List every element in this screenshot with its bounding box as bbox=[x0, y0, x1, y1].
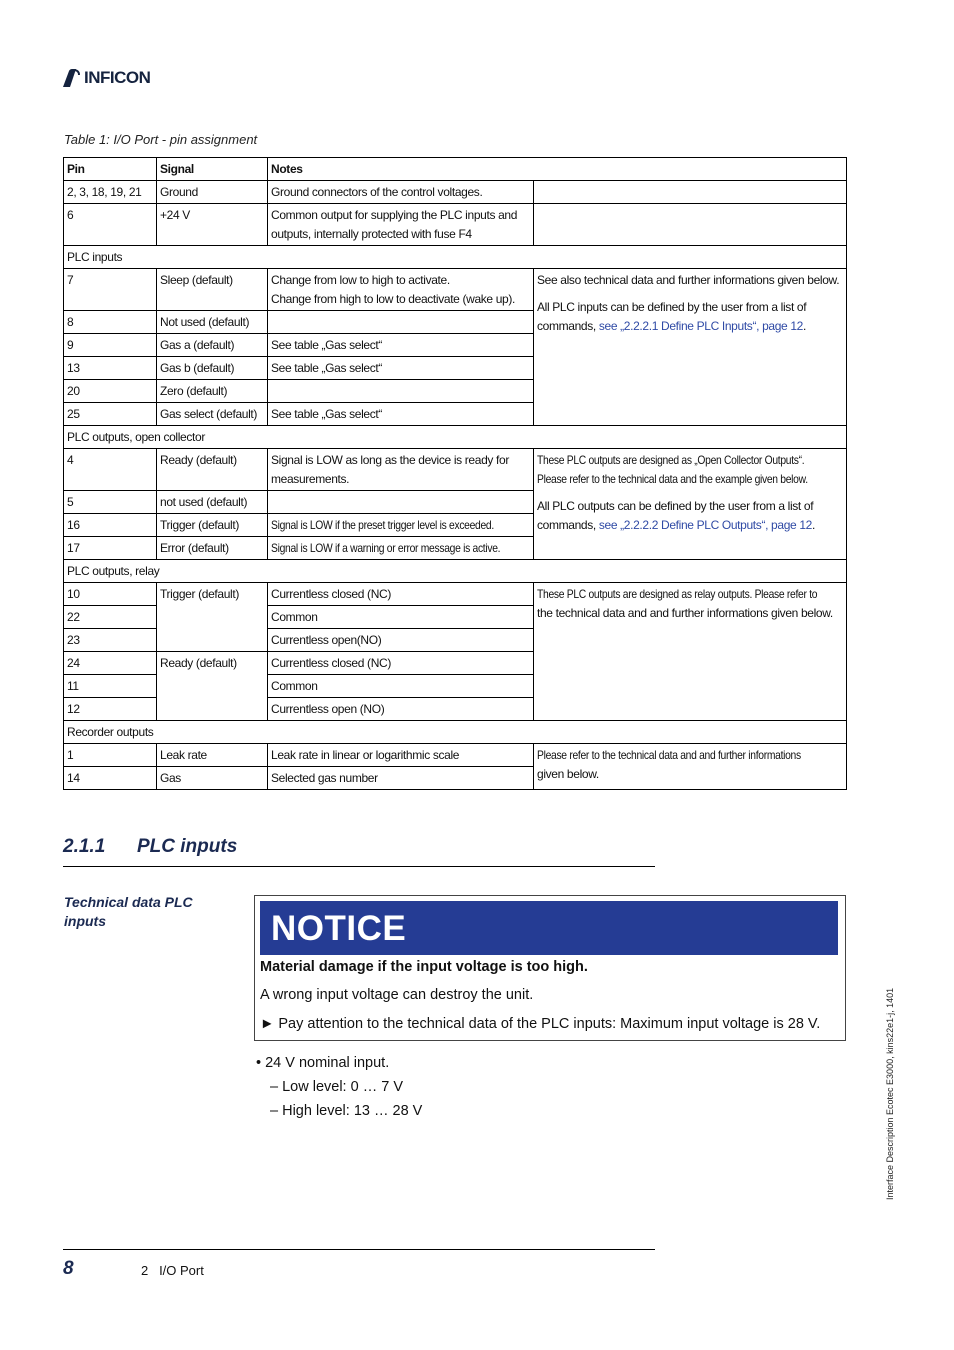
pin-cell: 8 bbox=[64, 311, 157, 334]
notes-cell: Currentless closed (NC) bbox=[268, 583, 534, 606]
section-divider bbox=[63, 866, 655, 867]
section-row bbox=[64, 426, 847, 449]
signal-cell: Gas select (default) bbox=[157, 403, 268, 426]
remark-line bbox=[537, 470, 843, 489]
pin-cell: 12 bbox=[64, 698, 157, 721]
remark-line bbox=[537, 317, 843, 336]
logo-text: INFICON bbox=[84, 68, 151, 87]
section-plc-inputs: PLC inputs bbox=[64, 246, 847, 269]
link-define-plc-inputs[interactable]: see „2.2.2.1 Define PLC Inputs“, page 12 bbox=[598, 319, 803, 333]
signal-cell: Leak rate bbox=[157, 744, 268, 767]
notes-cell: Common bbox=[268, 606, 534, 629]
bullet-low-level: – Low level: 0 … 7 V bbox=[270, 1079, 403, 1095]
table-caption: Table 1: I/O Port - pin assignment bbox=[64, 132, 258, 147]
remarks-outputs-relay bbox=[534, 583, 847, 721]
remark-text: . bbox=[803, 319, 806, 333]
table-row bbox=[64, 449, 847, 491]
section-heading bbox=[63, 836, 237, 858]
notes-cell: Common bbox=[268, 675, 534, 698]
document-id-vertical: Interface Description Ecotec E3000, kins22e1-j, 1401 bbox=[885, 987, 895, 1200]
signal-cell: Gas bbox=[157, 767, 268, 790]
table-row bbox=[64, 204, 847, 246]
section-plc-outputs-oc: PLC outputs, open collector bbox=[64, 426, 847, 449]
bullet-high-level: – High level: 13 … 28 V bbox=[270, 1103, 423, 1119]
remarks-outputs-oc bbox=[534, 449, 847, 560]
notes-line: Signal is LOW as long as the device is ready for bbox=[271, 453, 509, 467]
remark-text: commands, bbox=[537, 319, 599, 333]
notes-cell: Currentless closed (NC) bbox=[268, 652, 534, 675]
remark-line: given below. bbox=[537, 767, 599, 781]
pin-cell: 11 bbox=[64, 675, 157, 698]
remark-line bbox=[537, 451, 843, 470]
notice-title: NOTICE bbox=[271, 909, 407, 948]
remark-line: See also technical data and further informations given below. bbox=[537, 273, 840, 287]
table-header-row bbox=[64, 158, 847, 181]
remark-text: commands, bbox=[537, 518, 599, 532]
table-row bbox=[64, 583, 847, 606]
notes-cell: Leak rate in linear or logarithmic scale bbox=[268, 744, 534, 767]
section-row bbox=[64, 246, 847, 269]
notes-line: Change from low to high to activate. bbox=[271, 273, 450, 287]
pin-cell: 20 bbox=[64, 380, 157, 403]
header-notes: Notes bbox=[268, 158, 847, 181]
pin-cell: 6 bbox=[64, 204, 157, 246]
pin-cell: 1 bbox=[64, 744, 157, 767]
pin-cell: 17 bbox=[64, 537, 157, 560]
signal-cell: Sleep (default) bbox=[157, 269, 268, 311]
remarks-cell bbox=[534, 181, 847, 204]
remark-text: These PLC outputs are designed as „Open Collector Outputs“. bbox=[537, 453, 805, 467]
signal-cell: Not used (default) bbox=[157, 311, 268, 334]
notes-cell bbox=[268, 311, 534, 334]
remark-line: the technical data and and further informations given below. bbox=[537, 606, 833, 620]
signal-cell: Ground bbox=[157, 181, 268, 204]
notes-line: outputs, internally protected with fuse F4 bbox=[271, 227, 472, 241]
remark-line: All PLC inputs can be defined by the user from a list of bbox=[537, 300, 807, 314]
notes-cell bbox=[268, 514, 534, 537]
bullet-nominal-input: • 24 V nominal input. bbox=[256, 1055, 390, 1071]
notice-text: A wrong input voltage can destroy the unit. bbox=[260, 987, 534, 1003]
remarks-cell bbox=[534, 204, 847, 246]
signal-cell: Error (default) bbox=[157, 537, 268, 560]
notes-cell: Selected gas number bbox=[268, 767, 534, 790]
notes-cell bbox=[268, 491, 534, 514]
table-row bbox=[64, 744, 847, 767]
notes-cell bbox=[268, 269, 534, 311]
notice-action: ► Pay attention to the technical data of the PLC inputs: Maximum input voltage is 28 V. bbox=[260, 1016, 821, 1032]
notes-text: Signal is LOW if a warning or error message is active. bbox=[271, 541, 501, 555]
table-row bbox=[64, 269, 847, 311]
remark-line: All PLC outputs can be defined by the user from a list of bbox=[537, 499, 814, 513]
signal-cell: +24 V bbox=[157, 204, 268, 246]
section-row bbox=[64, 721, 847, 744]
signal-cell: Trigger (default) bbox=[157, 514, 268, 537]
page-number: 8 bbox=[63, 1258, 74, 1279]
section-title: PLC inputs bbox=[137, 836, 238, 857]
pin-cell: 14 bbox=[64, 767, 157, 790]
section-row bbox=[64, 560, 847, 583]
notes-line: measurements. bbox=[271, 472, 350, 486]
notice-heading: Material damage if the input voltage is too high. bbox=[260, 959, 588, 975]
remarks-inputs bbox=[534, 269, 847, 426]
notes-line: Change from high to low to deactivate (wake up). bbox=[271, 292, 516, 306]
signal-cell: not used (default) bbox=[157, 491, 268, 514]
notes-text: Signal is LOW if the preset trigger level is exceeded. bbox=[271, 518, 494, 532]
notes-cell bbox=[268, 204, 534, 246]
remarks-recorder bbox=[534, 744, 847, 790]
signal-cell: Gas a (default) bbox=[157, 334, 268, 357]
inficon-logo bbox=[60, 66, 150, 90]
pin-cell: 25 bbox=[64, 403, 157, 426]
pin-cell: 16 bbox=[64, 514, 157, 537]
notes-cell: Currentless open(NO) bbox=[268, 629, 534, 652]
pin-cell: 22 bbox=[64, 606, 157, 629]
section-number: 2.1.1 bbox=[63, 836, 106, 857]
header-pin: Pin bbox=[64, 158, 157, 181]
notes-cell: See table „Gas select“ bbox=[268, 334, 534, 357]
notes-cell bbox=[268, 380, 534, 403]
side-label: Technical data PLC inputs bbox=[64, 894, 193, 929]
remark-text: . bbox=[811, 518, 815, 532]
notes-cell: See table „Gas select“ bbox=[268, 357, 534, 380]
io-port-table bbox=[63, 157, 847, 790]
pin-cell: 2, 3, 18, 19, 21 bbox=[64, 181, 157, 204]
remark-text: Please refer to the technical data and and further informations bbox=[537, 748, 801, 762]
section-plc-outputs-relay: PLC outputs, relay bbox=[64, 560, 847, 583]
header-signal: Signal bbox=[157, 158, 268, 181]
notes-cell bbox=[268, 537, 534, 560]
notes-cell: See table „Gas select“ bbox=[268, 403, 534, 426]
pin-cell: 4 bbox=[64, 449, 157, 491]
notes-cell bbox=[268, 449, 534, 491]
inficon-logo-icon bbox=[60, 67, 82, 89]
notes-cell: Currentless open (NO) bbox=[268, 698, 534, 721]
notice-banner bbox=[260, 901, 838, 955]
remark-text: Please refer to the technical data and the example given below. bbox=[537, 472, 808, 486]
section-recorder-outputs: Recorder outputs bbox=[64, 721, 847, 744]
notes-cell: Ground connectors of the control voltages. bbox=[268, 181, 534, 204]
link-define-plc-outputs[interactable]: see „2.2.2.2 Define PLC Outputs“, page 12 bbox=[598, 518, 812, 532]
pin-cell: 10 bbox=[64, 583, 157, 606]
footer-divider bbox=[63, 1249, 655, 1250]
remark-text: These PLC outputs are designed as relay outputs. Please refer to bbox=[537, 587, 818, 601]
notes-line: Common output for supplying the PLC inputs and bbox=[271, 208, 518, 222]
signal-cell: Trigger (default) bbox=[157, 583, 268, 652]
signal-cell: Zero (default) bbox=[157, 380, 268, 403]
remark-line bbox=[537, 746, 843, 765]
pin-cell: 23 bbox=[64, 629, 157, 652]
pin-cell: 24 bbox=[64, 652, 157, 675]
pin-cell: 13 bbox=[64, 357, 157, 380]
remark-line bbox=[537, 585, 843, 604]
signal-cell: Ready (default) bbox=[157, 449, 268, 491]
signal-cell: Ready (default) bbox=[157, 652, 268, 721]
notice-box bbox=[254, 895, 846, 1041]
signal-cell: Gas b (default) bbox=[157, 357, 268, 380]
remark-line bbox=[537, 516, 843, 535]
pin-cell: 7 bbox=[64, 269, 157, 311]
pin-cell: 9 bbox=[64, 334, 157, 357]
table-row bbox=[64, 181, 847, 204]
footer-chapter: 2 I/O Port bbox=[141, 1263, 204, 1278]
pin-cell: 5 bbox=[64, 491, 157, 514]
